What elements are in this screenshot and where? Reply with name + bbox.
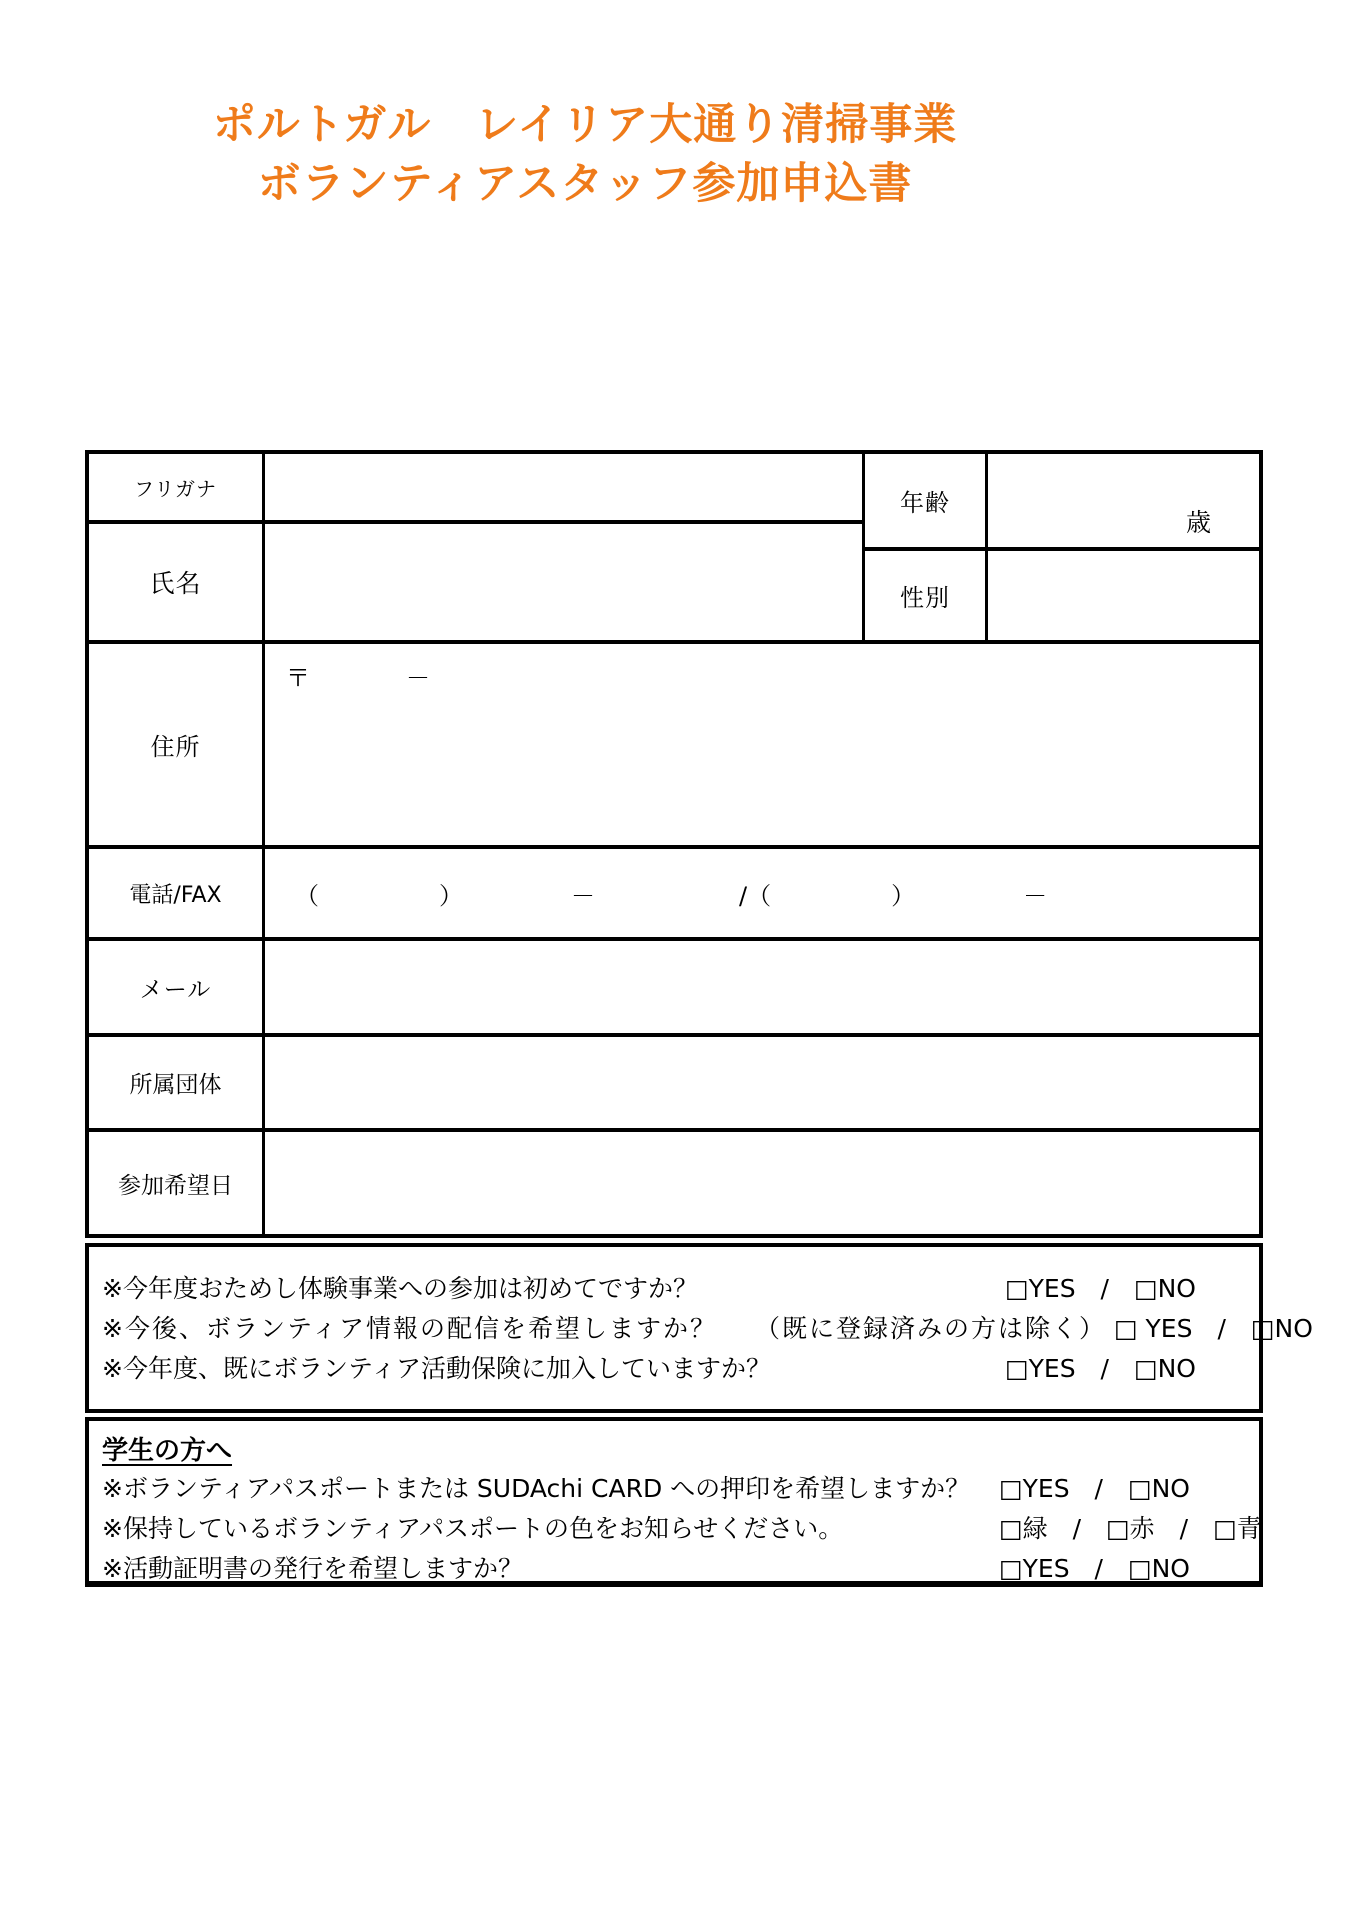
question-passport-color-checkboxes[interactable]: □緑 / □赤 / □青 bbox=[999, 1514, 1262, 1543]
furigana-input-cell[interactable] bbox=[265, 454, 862, 520]
phone-number-template: （ ） － /（ ） － bbox=[295, 881, 1048, 910]
email-input-cell[interactable] bbox=[265, 941, 1259, 1033]
question-insurance bbox=[89, 1347, 1259, 1387]
question-certificate-text: ※活動証明書の発行を希望しますか？ bbox=[102, 1554, 523, 1583]
applicant-info-table bbox=[85, 450, 1263, 1238]
student-section-heading: 学生の方へ bbox=[102, 1435, 233, 1466]
name-input-cell[interactable] bbox=[265, 524, 862, 640]
phone-fax-label: 電話/FAX bbox=[129, 882, 222, 908]
age-input-cell[interactable] bbox=[988, 454, 1259, 547]
question-newsletter-yes-no-checkboxes[interactable]: □ YES / □NO bbox=[1113, 1314, 1313, 1343]
question-passport-color bbox=[89, 1507, 1262, 1547]
question-first-time bbox=[89, 1267, 1259, 1307]
question-insurance-text: ※今年度、既にボランティア活動保険に加入していますか？ bbox=[102, 1354, 771, 1383]
organization-label: 所属団体 bbox=[129, 1072, 222, 1098]
address-label: 住所 bbox=[150, 733, 201, 761]
participation-date-label: 参加希望日 bbox=[118, 1172, 233, 1199]
participation-date-input-cell[interactable] bbox=[265, 1132, 1259, 1234]
furigana-label: フリガナ bbox=[134, 476, 217, 501]
question-first-time-text: ※今年度おためし体験事業への参加は初めてですか？ bbox=[102, 1274, 698, 1303]
question-insurance-yes-no-checkboxes[interactable]: □YES / □NO bbox=[1005, 1354, 1196, 1383]
question-passport-stamp bbox=[89, 1467, 1259, 1507]
question-certificate bbox=[89, 1547, 1259, 1587]
email-label: メール bbox=[139, 976, 212, 1003]
age-unit-suffix: 歳 bbox=[1185, 508, 1211, 537]
question-newsletter bbox=[89, 1307, 1313, 1347]
organization-input-cell[interactable] bbox=[265, 1037, 1259, 1128]
age-label: 年齢 bbox=[900, 489, 950, 517]
postal-code-template: 〒 － bbox=[286, 664, 430, 692]
question-newsletter-text: ※今後、ボランティア情報の配信を希望しますか？ bbox=[102, 1314, 717, 1343]
name-label: 氏名 bbox=[149, 569, 202, 598]
question-passport-color-text: ※保持しているボランティアパスポートの色をお知らせください。 bbox=[102, 1514, 844, 1543]
phone-fax-input-cell[interactable] bbox=[265, 849, 1259, 937]
question-first-time-yes-no-checkboxes[interactable]: □YES / □NO bbox=[1005, 1274, 1196, 1303]
student-section-box bbox=[85, 1417, 1263, 1587]
gender-label: 性別 bbox=[900, 584, 950, 612]
question-newsletter-note: （既に登録済みの方は除く） bbox=[754, 1314, 1106, 1343]
general-questions-box bbox=[85, 1243, 1313, 1413]
gender-input-cell[interactable] bbox=[988, 551, 1259, 640]
page-title bbox=[0, 96, 1170, 214]
question-certificate-yes-no-checkboxes[interactable]: □YES / □NO bbox=[999, 1554, 1190, 1583]
question-passport-stamp-yes-no-checkboxes[interactable]: □YES / □NO bbox=[999, 1474, 1190, 1503]
address-input-cell[interactable] bbox=[265, 644, 1259, 845]
page-title-line1: ポルトガル レイリア大通り清掃事業 bbox=[212, 100, 958, 150]
page-title-line2: ボランティアスタッフ参加申込書 bbox=[257, 159, 913, 209]
question-passport-stamp-text: ※ボランティアパスポートまたは SUDAchi CARD への押印を希望しますか？ bbox=[102, 1474, 971, 1503]
